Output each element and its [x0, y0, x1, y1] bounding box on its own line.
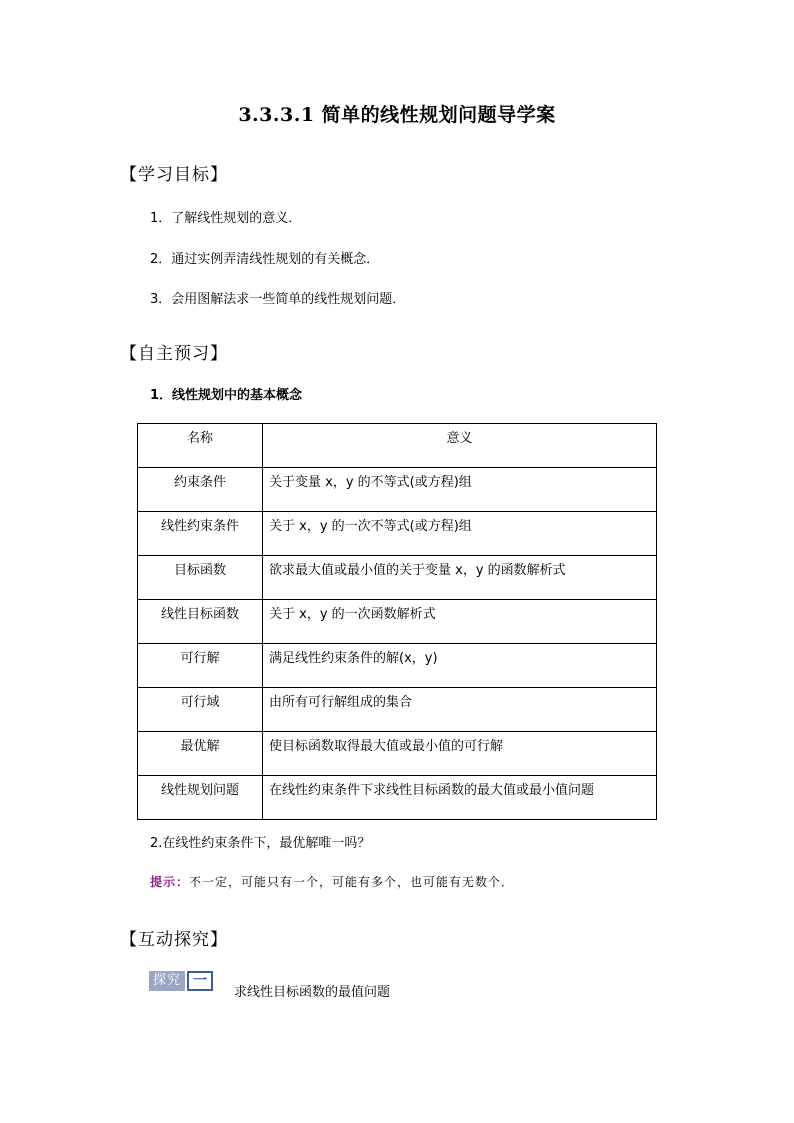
row-meaning-cell: 由所有可行解组成的集合 — [263, 688, 657, 732]
row-meaning-cell: 使目标函数取得最大值或最小值的可行解 — [263, 732, 657, 776]
row-name-cell: 可行域 — [138, 688, 263, 732]
row-name-cell: 约束条件 — [138, 468, 263, 512]
page-title: 3.3.3.1 简单的线性规划问题导学案 — [238, 104, 556, 126]
concept-table — [137, 423, 657, 820]
row-meaning-cell: 满足线性约束条件的解(x，y) — [263, 644, 657, 688]
column-header-meaning: 意义 — [263, 424, 657, 468]
row-name-cell: 最优解 — [138, 732, 263, 776]
explore-badge-label: 探究 — [149, 971, 185, 991]
section-heading-preview: 【自主预习】 — [120, 344, 228, 364]
table-row — [138, 732, 657, 776]
table-header-row — [138, 424, 657, 468]
row-meaning-cell: 在线性约束条件下求线性目标函数的最大值或最小值问题 — [263, 776, 657, 820]
table-row — [138, 688, 657, 732]
row-name-cell: 目标函数 — [138, 556, 263, 600]
row-meaning-cell: 关于 x，y 的一次函数解析式 — [263, 600, 657, 644]
explore-title: 求线性目标函数的最值问题 — [234, 985, 391, 1000]
row-name-cell: 线性约束条件 — [138, 512, 263, 556]
section-heading-goals: 【学习目标】 — [120, 165, 228, 185]
table-row — [138, 556, 657, 600]
goal-item-1: 1．了解线性规划的意义． — [150, 211, 302, 226]
table-row — [138, 600, 657, 644]
row-name-cell: 线性目标函数 — [138, 600, 263, 644]
hint-text: 不一定，可能只有一个，可能有多个，也可能有无数个． — [189, 875, 515, 889]
section-heading-explore: 【互动探究】 — [120, 930, 228, 950]
goal-item-3: 3．会用图解法求一些简单的线性规划问题． — [150, 292, 406, 307]
hint-label: 提示： — [150, 875, 190, 889]
table-row — [138, 776, 657, 820]
explore-badge — [149, 971, 213, 991]
column-header-name: 名称 — [138, 424, 263, 468]
table-row — [138, 468, 657, 512]
table-row — [138, 512, 657, 556]
goal-item-2: 2．通过实例弄清线性规划的有关概念． — [150, 252, 380, 267]
hint-line — [150, 873, 514, 890]
row-meaning-cell: 关于 x，y 的一次不等式(或方程)组 — [263, 512, 657, 556]
row-meaning-cell: 关于变量 x，y 的不等式(或方程)组 — [263, 468, 657, 512]
row-name-cell: 可行解 — [138, 644, 263, 688]
question-text: 2.在线性约束条件下，最优解唯一吗？ — [150, 836, 371, 851]
row-meaning-cell: 欲求最大值或最小值的关于变量 x，y 的函数解析式 — [263, 556, 657, 600]
row-name-cell: 线性规划问题 — [138, 776, 263, 820]
explore-badge-number: 一 — [187, 971, 213, 991]
preview-subheading: 1．线性规划中的基本概念 — [150, 388, 303, 403]
table-row — [138, 644, 657, 688]
